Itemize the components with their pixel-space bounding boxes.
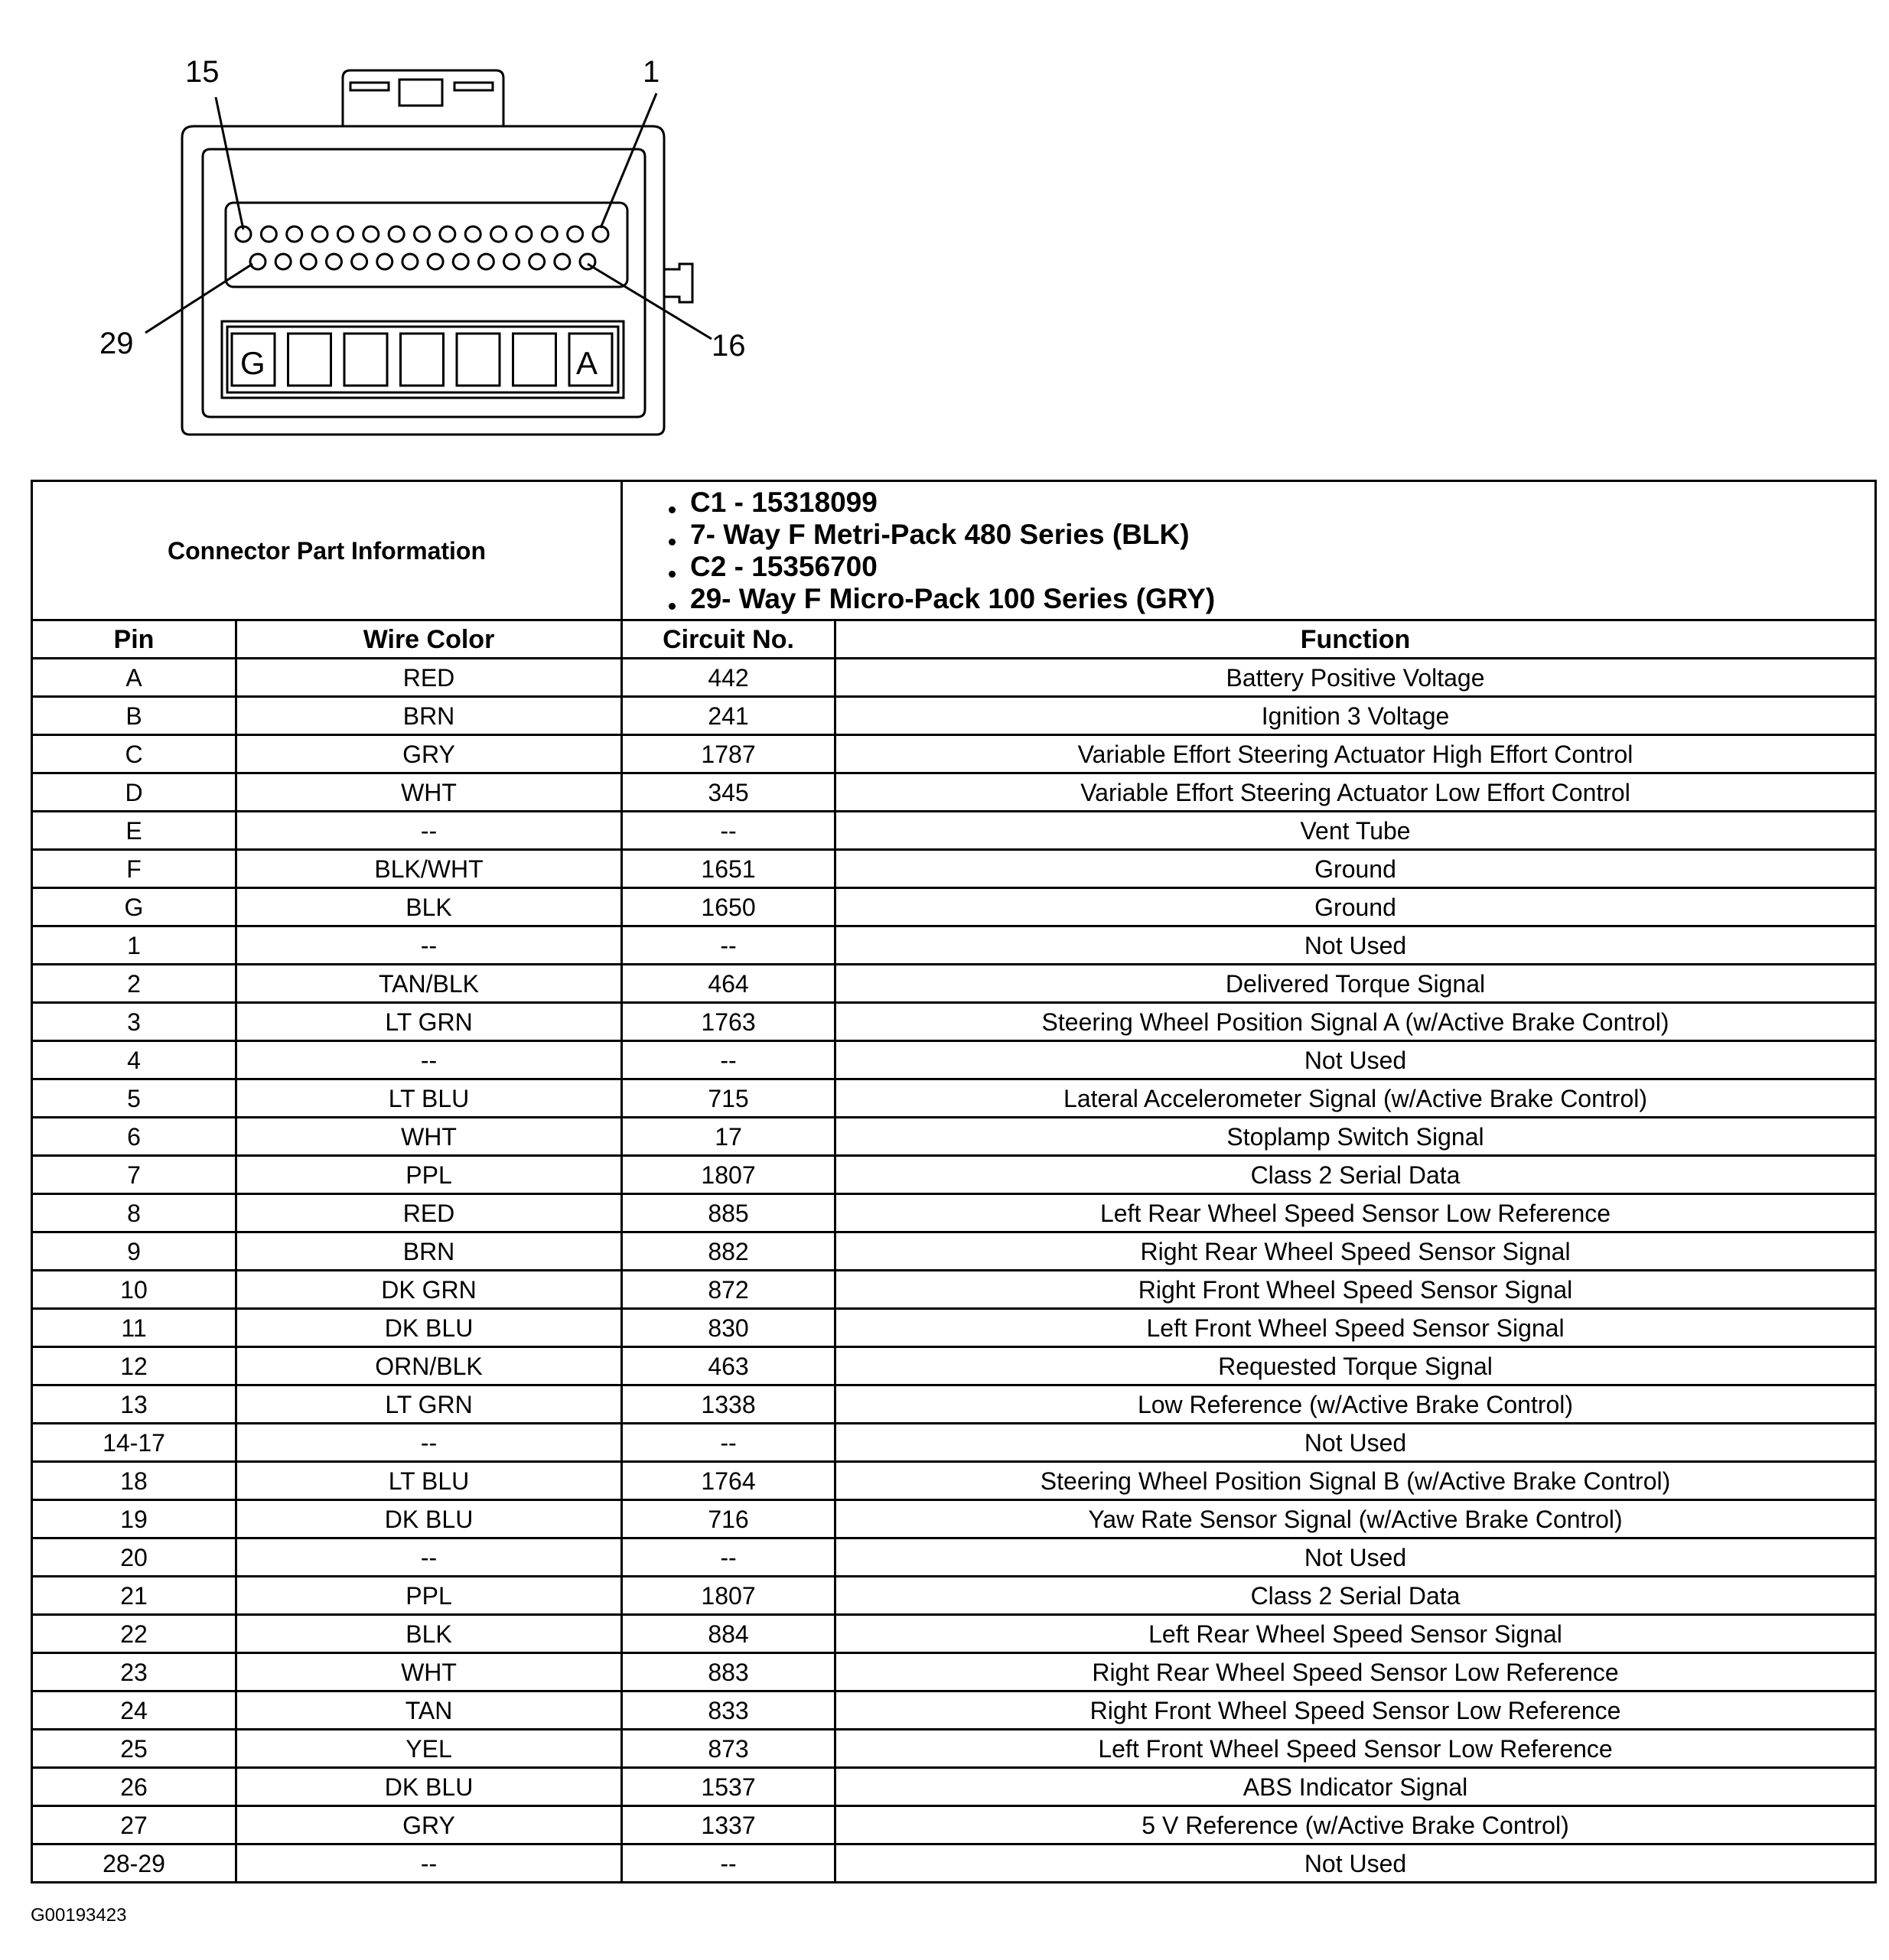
part-info-cell xyxy=(622,481,1876,620)
function-cell: Not Used xyxy=(835,1041,1876,1079)
table-row xyxy=(32,1309,1876,1347)
circuit-cell: 716 xyxy=(622,1500,835,1538)
function-cell: Vent Tube xyxy=(835,812,1876,850)
table-row xyxy=(32,1768,1876,1806)
part-info-list xyxy=(669,487,1874,615)
pin-hole xyxy=(453,254,468,269)
pin-cell: 23 xyxy=(32,1653,236,1691)
table-row xyxy=(32,1691,1876,1730)
wire-color-cell: WHT xyxy=(236,1118,622,1156)
pin-hole xyxy=(568,226,583,242)
pin-cell: 5 xyxy=(32,1079,236,1118)
function-cell: Left Front Wheel Speed Sensor Low Reference xyxy=(835,1730,1876,1768)
function-cell: Steering Wheel Position Signal B (w/Active Brake Control) xyxy=(835,1462,1876,1500)
pinout-rows xyxy=(32,659,1876,1883)
function-cell: 5 V Reference (w/Active Brake Control) xyxy=(835,1806,1876,1844)
bullet-icon xyxy=(669,506,676,513)
pin-hole xyxy=(491,226,506,242)
table-row xyxy=(32,812,1876,850)
circuit-cell: 884 xyxy=(622,1615,835,1653)
pin-cell: 22 xyxy=(32,1615,236,1653)
table-row xyxy=(32,1615,1876,1653)
pin-cell: D xyxy=(32,773,236,812)
cavity-label-g: G xyxy=(240,345,265,381)
pin-hole xyxy=(504,254,519,269)
function-cell: Right Rear Wheel Speed Sensor Signal xyxy=(835,1232,1876,1271)
callout-label-15: 15 xyxy=(185,55,220,89)
circuit-cell: 883 xyxy=(622,1653,835,1691)
pin-hole xyxy=(478,254,493,269)
wire-color-cell: LT GRN xyxy=(236,1385,622,1424)
part-info-item: 29- Way F Micro-Pack 100 Series (GRY) xyxy=(669,583,1874,615)
table-row xyxy=(32,1003,1876,1041)
pin-cell: F xyxy=(32,850,236,888)
circuit-cell: 1763 xyxy=(622,1003,835,1041)
header-function: Function xyxy=(835,620,1876,659)
callout-label-29: 29 xyxy=(99,327,134,360)
table-row xyxy=(32,1462,1876,1500)
circuit-cell: 1651 xyxy=(622,850,835,888)
pin-cell: 14-17 xyxy=(32,1424,236,1462)
function-cell: Right Front Wheel Speed Sensor Signal xyxy=(835,1271,1876,1309)
cavity-slot xyxy=(457,334,500,386)
wire-color-cell: TAN/BLK xyxy=(236,965,622,1003)
function-cell: Ignition 3 Voltage xyxy=(835,697,1876,735)
pin-cell: 12 xyxy=(32,1347,236,1385)
part-info-label: Connector Part Information xyxy=(32,481,622,620)
function-cell: Delivered Torque Signal xyxy=(835,965,1876,1003)
wire-color-cell: ORN/BLK xyxy=(236,1347,622,1385)
connector-housing xyxy=(182,126,664,435)
circuit-cell: 1650 xyxy=(622,888,835,926)
pin-window xyxy=(226,203,627,287)
table-row xyxy=(32,1500,1876,1538)
table-row xyxy=(32,1653,1876,1691)
function-cell: Steering Wheel Position Signal A (w/Active Brake Control) xyxy=(835,1003,1876,1041)
circuit-cell: 882 xyxy=(622,1232,835,1271)
pin-hole xyxy=(250,254,265,269)
part-info-item: 7- Way F Metri-Pack 480 Series (BLK) xyxy=(669,519,1874,551)
pin-cell: 4 xyxy=(32,1041,236,1079)
function-cell: Ground xyxy=(835,850,1876,888)
wire-color-cell: YEL xyxy=(236,1730,622,1768)
circuit-cell: 1764 xyxy=(622,1462,835,1500)
wire-color-cell: LT BLU xyxy=(236,1079,622,1118)
wire-color-cell: -- xyxy=(236,1424,622,1462)
function-cell: Left Rear Wheel Speed Sensor Signal xyxy=(835,1615,1876,1653)
wire-color-cell: BLK xyxy=(236,1615,622,1653)
wire-color-cell: WHT xyxy=(236,1653,622,1691)
pin-cell: 18 xyxy=(32,1462,236,1500)
function-cell: Low Reference (w/Active Brake Control) xyxy=(835,1385,1876,1424)
wire-color-cell: BRN xyxy=(236,1232,622,1271)
function-cell: ABS Indicator Signal xyxy=(835,1768,1876,1806)
pin-cell: A xyxy=(32,659,236,697)
pin-cell: 8 xyxy=(32,1194,236,1232)
circuit-cell: 345 xyxy=(622,773,835,812)
function-cell: Left Front Wheel Speed Sensor Signal xyxy=(835,1309,1876,1347)
pin-hole xyxy=(440,226,455,242)
table-row xyxy=(32,1194,1876,1232)
function-cell: Requested Torque Signal xyxy=(835,1347,1876,1385)
pin-cell: 21 xyxy=(32,1577,236,1615)
cavity-label-a: A xyxy=(576,345,598,381)
pin-hole xyxy=(389,226,404,242)
pin-cell: B xyxy=(32,697,236,735)
pin-hole xyxy=(542,226,557,242)
header-pin: Pin xyxy=(32,620,236,659)
circuit-cell: 872 xyxy=(622,1271,835,1309)
pin-hole xyxy=(580,254,595,269)
function-cell: Lateral Accelerometer Signal (w/Active Brake Control) xyxy=(835,1079,1876,1118)
table-row xyxy=(32,1041,1876,1079)
pin-hole xyxy=(555,254,570,269)
figure-code: G00193423 xyxy=(31,1905,127,1926)
pin-cell: 20 xyxy=(32,1538,236,1577)
pin-row-top xyxy=(236,226,608,242)
pin-cell: 7 xyxy=(32,1156,236,1194)
latch-slot-left xyxy=(350,83,389,90)
table-row xyxy=(32,965,1876,1003)
pin-hole xyxy=(465,226,480,242)
pin-cell: 19 xyxy=(32,1500,236,1538)
circuit-cell: 442 xyxy=(622,659,835,697)
function-cell: Not Used xyxy=(835,1424,1876,1462)
callout-line-1 xyxy=(601,93,656,228)
connector-pinout-table xyxy=(31,480,1877,1883)
table-row xyxy=(32,1347,1876,1385)
part-info-item: C1 - 15318099 xyxy=(669,487,1874,519)
wire-color-cell: DK BLU xyxy=(236,1768,622,1806)
wire-color-cell: -- xyxy=(236,812,622,850)
table-row xyxy=(32,1730,1876,1768)
circuit-cell: -- xyxy=(622,1424,835,1462)
function-cell: Battery Positive Voltage xyxy=(835,659,1876,697)
function-cell: Variable Effort Steering Actuator Low Effort Control xyxy=(835,773,1876,812)
wire-color-cell: -- xyxy=(236,1041,622,1079)
wire-color-cell: LT GRN xyxy=(236,1003,622,1041)
pin-cell: 1 xyxy=(32,926,236,965)
pin-hole xyxy=(275,254,291,269)
circuit-cell: -- xyxy=(622,1538,835,1577)
pin-hole xyxy=(363,226,379,242)
circuit-cell: 830 xyxy=(622,1309,835,1347)
pin-hole xyxy=(415,226,430,242)
table-row xyxy=(32,1271,1876,1309)
part-info-item: C2 - 15356700 xyxy=(669,551,1874,583)
table-row xyxy=(32,1385,1876,1424)
table-row xyxy=(32,773,1876,812)
wire-color-cell: BRN xyxy=(236,697,622,735)
table-row xyxy=(32,735,1876,773)
wire-color-cell: DK GRN xyxy=(236,1271,622,1309)
callout-label-16: 16 xyxy=(712,329,746,363)
circuit-cell: 1807 xyxy=(622,1577,835,1615)
callout-line-15 xyxy=(216,97,243,230)
function-cell: Left Rear Wheel Speed Sensor Low Reference xyxy=(835,1194,1876,1232)
table-row xyxy=(32,1232,1876,1271)
function-cell: Right Rear Wheel Speed Sensor Low Reference xyxy=(835,1653,1876,1691)
pin-cell: E xyxy=(32,812,236,850)
table-row xyxy=(32,1844,1876,1883)
pin-hole xyxy=(529,254,545,269)
wire-color-cell: -- xyxy=(236,1844,622,1883)
circuit-cell: -- xyxy=(622,1844,835,1883)
circuit-cell: -- xyxy=(622,812,835,850)
pin-cell: 11 xyxy=(32,1309,236,1347)
function-cell: Not Used xyxy=(835,926,1876,965)
circuit-cell: 1787 xyxy=(622,735,835,773)
table-row xyxy=(32,659,1876,697)
pin-cell: 9 xyxy=(32,1232,236,1271)
pin-hole xyxy=(352,254,367,269)
circuit-cell: -- xyxy=(622,926,835,965)
pin-cell: 6 xyxy=(32,1118,236,1156)
wire-color-cell: -- xyxy=(236,926,622,965)
circuit-cell: 1338 xyxy=(622,1385,835,1424)
circuit-cell: 715 xyxy=(622,1079,835,1118)
function-cell: Class 2 Serial Data xyxy=(835,1156,1876,1194)
circuit-cell: 1537 xyxy=(622,1768,835,1806)
wire-color-cell: RED xyxy=(236,659,622,697)
table-row xyxy=(32,888,1876,926)
table-row xyxy=(32,850,1876,888)
pin-cell: G xyxy=(32,888,236,926)
bullet-icon xyxy=(669,603,676,610)
wire-color-cell: RED xyxy=(236,1194,622,1232)
function-cell: Stoplamp Switch Signal xyxy=(835,1118,1876,1156)
callout-label-1: 1 xyxy=(643,55,660,89)
wire-color-cell: DK BLU xyxy=(236,1500,622,1538)
pin-hole xyxy=(326,254,341,269)
pin-cell: 28-29 xyxy=(32,1844,236,1883)
table-row xyxy=(32,1118,1876,1156)
circuit-cell: 873 xyxy=(622,1730,835,1768)
pin-cell: 27 xyxy=(32,1806,236,1844)
wire-color-cell: -- xyxy=(236,1538,622,1577)
wire-color-cell: LT BLU xyxy=(236,1462,622,1500)
pin-cell: 24 xyxy=(32,1691,236,1730)
wire-color-cell: GRY xyxy=(236,1806,622,1844)
table-row xyxy=(32,1156,1876,1194)
circuit-cell: -- xyxy=(622,1041,835,1079)
function-cell: Not Used xyxy=(835,1844,1876,1883)
pin-row-bottom xyxy=(250,254,595,269)
table-row xyxy=(32,1424,1876,1462)
function-cell: Yaw Rate Sensor Signal (w/Active Brake Control) xyxy=(835,1500,1876,1538)
function-cell: Class 2 Serial Data xyxy=(835,1577,1876,1615)
side-tab xyxy=(664,264,692,302)
table-row xyxy=(32,1079,1876,1118)
wire-color-cell: GRY xyxy=(236,735,622,773)
pin-cell: 26 xyxy=(32,1768,236,1806)
table-row xyxy=(32,1806,1876,1844)
circuit-cell: 885 xyxy=(622,1194,835,1232)
table-row xyxy=(32,926,1876,965)
pin-hole xyxy=(301,254,316,269)
pin-cell: 13 xyxy=(32,1385,236,1424)
function-cell: Not Used xyxy=(835,1538,1876,1577)
bullet-icon xyxy=(669,539,676,545)
connector-diagram xyxy=(0,0,765,459)
pin-hole xyxy=(312,226,327,242)
wire-color-cell: WHT xyxy=(236,773,622,812)
circuit-cell: 241 xyxy=(622,697,835,735)
header-circuit-no: Circuit No. xyxy=(622,620,835,659)
pin-cell: C xyxy=(32,735,236,773)
header-wire-color: Wire Color xyxy=(236,620,622,659)
wire-color-cell: PPL xyxy=(236,1156,622,1194)
pin-hole xyxy=(428,254,443,269)
wire-color-cell: BLK xyxy=(236,888,622,926)
part-info-row xyxy=(32,481,1876,620)
pin-cell: 3 xyxy=(32,1003,236,1041)
function-cell: Variable Effort Steering Actuator High Effort Control xyxy=(835,735,1876,773)
pin-hole xyxy=(402,254,418,269)
table-row xyxy=(32,1538,1876,1577)
latch-slot-center xyxy=(399,80,442,106)
circuit-cell: 833 xyxy=(622,1691,835,1730)
pin-hole xyxy=(377,254,392,269)
circuit-cell: 1807 xyxy=(622,1156,835,1194)
circuit-cell: 463 xyxy=(622,1347,835,1385)
pin-hole xyxy=(261,226,276,242)
pin-cell: 25 xyxy=(32,1730,236,1768)
wire-color-cell: TAN xyxy=(236,1691,622,1730)
latch-slot-right xyxy=(454,83,493,90)
pin-cell: 10 xyxy=(32,1271,236,1309)
cavity-slot xyxy=(288,334,331,386)
pin-hole xyxy=(287,226,302,242)
function-cell: Ground xyxy=(835,888,1876,926)
circuit-cell: 1337 xyxy=(622,1806,835,1844)
cavity-slot xyxy=(513,334,556,386)
pin-hole xyxy=(516,226,532,242)
pin-cell: 2 xyxy=(32,965,236,1003)
pin-hole xyxy=(337,226,353,242)
function-cell: Right Front Wheel Speed Sensor Low Reference xyxy=(835,1691,1876,1730)
cavity-slot xyxy=(344,334,387,386)
circuit-cell: 17 xyxy=(622,1118,835,1156)
cavity-tray-inner xyxy=(227,327,618,392)
table-row xyxy=(32,1577,1876,1615)
bullet-icon xyxy=(669,571,676,578)
column-header-row xyxy=(32,620,1876,659)
wire-color-cell: PPL xyxy=(236,1577,622,1615)
cavity-slot xyxy=(401,334,444,386)
wire-color-cell: DK BLU xyxy=(236,1309,622,1347)
pin-hole xyxy=(593,226,608,242)
wire-color-cell: BLK/WHT xyxy=(236,850,622,888)
table-row xyxy=(32,697,1876,735)
cavity-row xyxy=(232,334,612,386)
circuit-cell: 464 xyxy=(622,965,835,1003)
